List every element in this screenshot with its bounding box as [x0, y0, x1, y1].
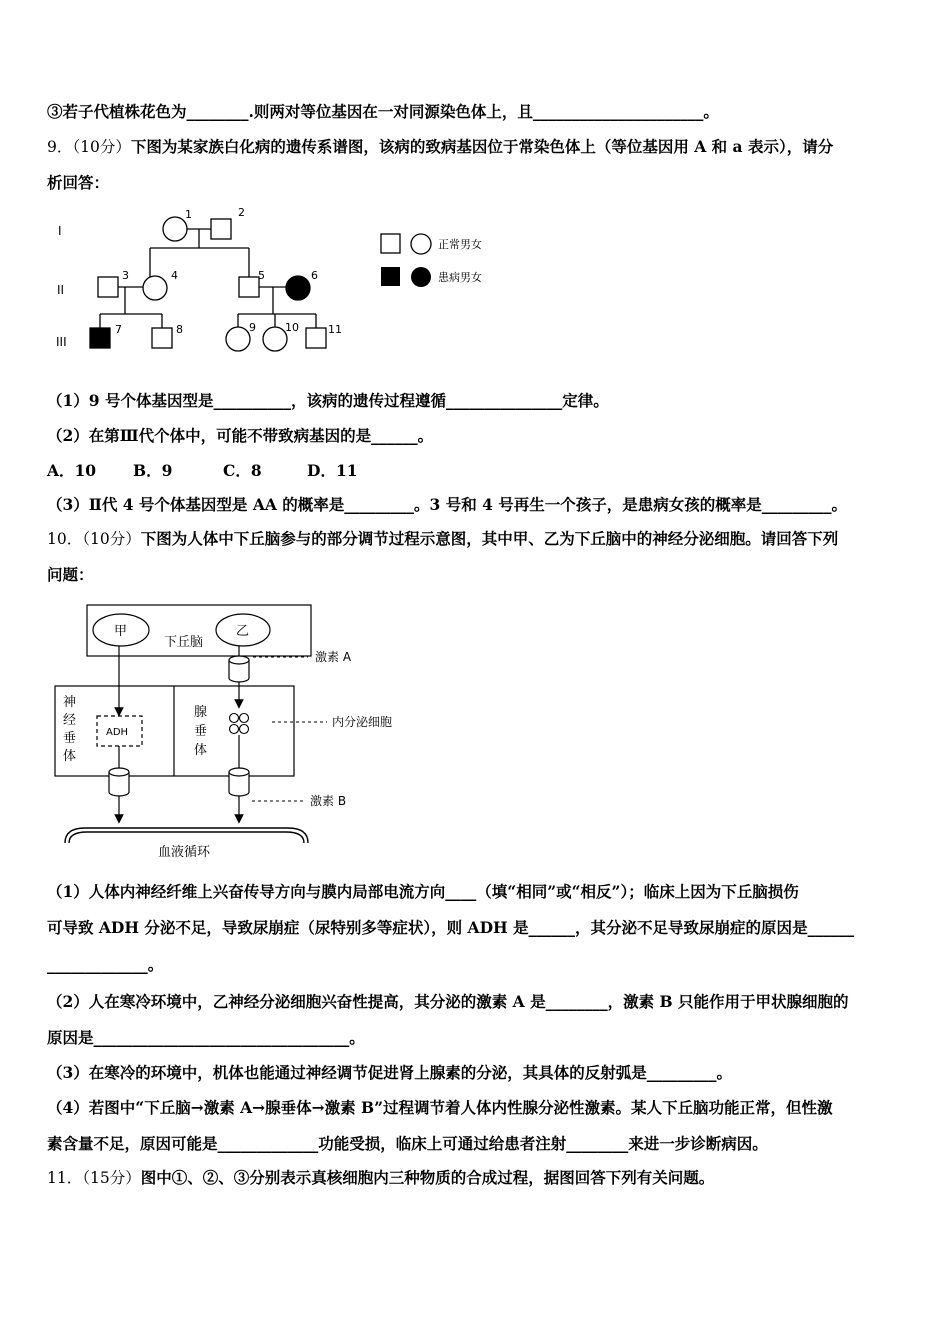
individual-10: [263, 327, 287, 351]
individual-2: [211, 219, 231, 239]
svg-text:体: 体: [194, 743, 208, 758]
q10-part1-line2: 可导致 ADH 分泌不足，导致尿崩症（尿特别多等症状），则 ADH 是______，其分泌不足导致尿崩症的原因是______: [47, 918, 855, 937]
svg-text:神: 神: [63, 695, 77, 710]
q10-part4-line1: （4）若图中“下丘脑→激素 A→腺垂体→激素 B”过程调节着人体内性腺分泌性激素。某人下丘脑功能正常，但性激: [47, 1098, 833, 1117]
id-10: 10: [285, 321, 299, 334]
svg-text:经: 经: [63, 713, 77, 728]
legend-normal-label: 正常男女: [438, 238, 482, 251]
q10-part1-line1: （1）人体内神经纤维上兴奋传导方向与膜内局部电流方向____（填“相同”或“相反”）；临床上因为下丘脑损伤: [47, 882, 799, 901]
vesicle-right: [229, 768, 249, 796]
label-adh: ADH: [106, 727, 129, 738]
id-7: 7: [115, 323, 122, 336]
q8-line3: ③若子代植株花色为________.则两对等位基因在一对同源染色体上，且______________________。: [47, 102, 719, 121]
blood-vessel: [65, 828, 308, 843]
generation-label-1: I: [58, 224, 62, 238]
individual-7: [90, 328, 110, 348]
q9-option-d: D．11: [307, 461, 358, 480]
id-1: 1: [185, 208, 192, 221]
svg-text:垂: 垂: [194, 724, 208, 739]
legend-affected-male: [381, 267, 400, 286]
id-4: 4: [171, 269, 178, 282]
id-3: 3: [122, 269, 129, 282]
label-yi: 乙: [236, 624, 250, 639]
legend-affected-female: [411, 267, 431, 287]
label-adenohypophysis: [194, 705, 207, 758]
q11-stem: [47, 1168, 714, 1188]
generation-label-2: II: [57, 283, 65, 297]
hypothalamus-diagram: [40, 600, 440, 865]
generation-label-3: III: [56, 335, 67, 349]
id-11: 11: [328, 323, 342, 336]
id-9: 9: [249, 321, 256, 334]
q10-part2-line1: （2）人在寒冷环境中，乙神经分泌细胞兴奋性提高，其分泌的激素 A 是________，激素 B 只能作用于甲状腺细胞的: [47, 992, 849, 1011]
label-hormone-a: 激素 A: [315, 650, 352, 664]
id-2: 2: [238, 206, 245, 219]
vesicle-left: [109, 768, 129, 796]
individual-6: [286, 276, 310, 300]
individual-4: [143, 276, 167, 300]
q10-part2-line2: 原因是_________________________________。: [47, 1028, 365, 1047]
id-5: 5: [258, 269, 265, 282]
q10-number: 10．（10分）: [47, 530, 141, 548]
q9-part1: （1）9 号个体基因型是__________，该病的遗传过程遵循_______________定律。: [47, 391, 609, 410]
individual-9: [226, 327, 250, 351]
label-hormone-b: 激素 B: [310, 794, 347, 808]
endocrine-cells: [230, 714, 249, 734]
q9-part2: （2）在第Ⅲ代个体中，可能不带致病基因的是______。: [47, 426, 434, 445]
legend-normal-male: [381, 234, 400, 253]
svg-text:垂: 垂: [63, 731, 77, 746]
label-hypothalamus: 下丘脑: [164, 635, 204, 650]
vesicle-top: [229, 656, 249, 682]
label-endocrine-cell: 内分泌细胞: [332, 715, 393, 729]
svg-text:体: 体: [63, 749, 77, 764]
individual-8: [152, 328, 172, 348]
label-blood-circulation: 血液循环: [158, 845, 211, 860]
id-6: 6: [311, 269, 318, 282]
q10-stem-line1: [47, 529, 838, 549]
individual-11: [306, 328, 326, 348]
id-8: 8: [176, 323, 183, 336]
label-jia: 甲: [114, 624, 128, 639]
q10-stem-line2: 问题：: [47, 565, 94, 584]
q9-option-b: B．9: [133, 461, 173, 480]
q9-stem-line1: [47, 137, 833, 157]
q10-part4-line2: 素含量不足，原因可能是_____________功能受损，临床上可通过给患者注射________来进一步诊断病因。: [47, 1134, 768, 1153]
q9-option-a: A．10: [47, 461, 97, 480]
q11-number: 11．（15分）: [47, 1169, 141, 1187]
label-neurohypophysis: [63, 694, 76, 764]
legend-normal-female: [411, 234, 431, 254]
q9-option-c: C．8: [223, 461, 262, 480]
q10-stem-text: 下图为人体中下丘脑参与的部分调节过程示意图，其中甲、乙为下丘脑中的神经分泌细胞。请回答下列: [140, 529, 839, 548]
q9-part3: （3）Ⅱ代 4 号个体基因型是 AA 的概率是_________。3 号和 4 号再生一个孩子，是患病女孩的概率是_________。: [47, 495, 848, 514]
individual-1: [163, 217, 187, 241]
q10-part3: （3）在寒冷的环境中，机体也能通过神经调节促进肾上腺素的分泌，其具体的反射弧是_________。: [47, 1063, 733, 1082]
q9-stem-line2: 析回答：: [47, 173, 110, 192]
q11-stem-text: 图中①、②、③分别表示真核细胞内三种物质的合成过程，据图回答下列有关问题。: [140, 1168, 715, 1187]
individual-5: [239, 277, 259, 297]
pedigree-chart: [40, 200, 520, 365]
legend-affected-label: 患病男女: [438, 271, 482, 284]
individual-3: [98, 277, 118, 297]
q10-part1-line3: _____________。: [47, 955, 164, 974]
q9-stem-text: 下图为某家族白化病的遗传系谱图，该病的致病基因位于常染色体上（等位基因用 A 和 a 表示），请分: [130, 137, 834, 156]
svg-text:腺: 腺: [194, 705, 208, 720]
q9-number: 9．（10分）: [47, 138, 131, 156]
